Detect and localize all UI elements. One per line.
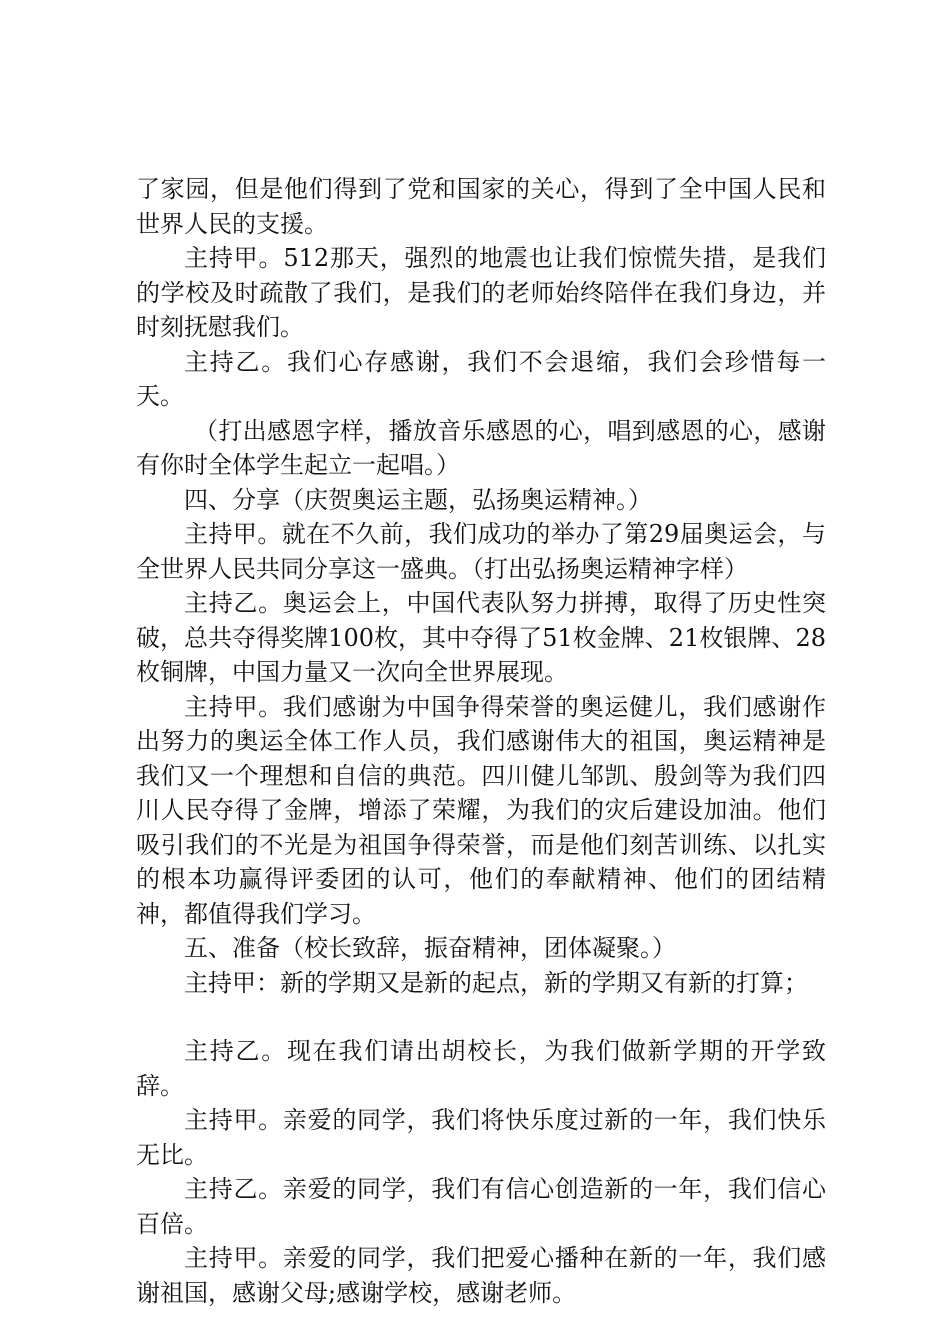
document-body <box>136 172 826 1310</box>
paragraph-stage-direction: （打出感恩字样，播放音乐感恩的心，唱到感恩的心，感谢有你时全体学生起立一起唱。） <box>136 416 826 479</box>
paragraph-host-a-new-term: 主持甲：新的学期又是新的起点，新的学期又有新的打算； <box>184 968 808 997</box>
paragraph-host-a-happy: 主持甲。亲爱的同学，我们将快乐度过新的一年，我们快乐无比。 <box>136 1106 826 1169</box>
paragraph-continuation: 了家园，但是他们得到了党和国家的关心，得到了全中国人民和世界人民的支援。 <box>136 175 826 238</box>
section-heading-prepare: 五、准备（校长致辞，振奋精神，团体凝聚。） <box>184 934 676 962</box>
paragraph-host-a-love: 主持甲。亲爱的同学，我们把爱心播种在新的一年，我们感谢祖国，感谢父母;感谢学校，感谢老师。 <box>136 1244 826 1307</box>
paragraph-host-a-olympics: 主持甲。就在不久前，我们成功的举办了第29届奥运会，与全世界人民共同分享这一盛典。（打出弘扬奥运精神字样） <box>136 520 826 583</box>
paragraph-host-b-gratitude: 主持乙。我们心存感谢，我们不会退缩，我们会珍惜每一天。 <box>136 347 826 410</box>
paragraph-host-b-medals: 主持乙。奥运会上，中国代表队努力拼搏，取得了历史性突破，总共夺得奖牌100枚，其中夺得了51枚金牌、21枚银牌、28枚铜牌，中国力量又一次向全世界展现。 <box>136 589 826 686</box>
paragraph-host-a-512: 主持甲。512那天，强烈的地震也让我们惊慌失措，是我们的学校及时疏散了我们，是我们的老师始终陪伴在我们身边，并时刻抚慰我们。 <box>136 244 826 341</box>
section-heading-share: 四、分享（庆贺奥运主题，弘扬奥运精神。） <box>184 485 652 514</box>
paragraph-host-b-principal: 主持乙。现在我们请出胡校长，为我们做新学期的开学致辞。 <box>136 1037 826 1100</box>
paragraph-host-a-thanks: 主持甲。我们感谢为中国争得荣誉的奥运健儿，我们感谢作出努力的奥运全体工作人员，我们感谢伟大的祖国，奥运精神是我们又一个理想和自信的典范。四川健儿邹凯、殷剑等为我们四川人民夺得了金牌，增添了荣耀，为我们的灾后建设加油。他们吸引我们的不光是为祖国争得荣誉，而是他们刻苦训练、以扎实的根本功赢得评委团的认可，他们的奉献精神、他们的团结精神，都值得我们学习。 <box>136 692 826 928</box>
paragraph-host-b-confident: 主持乙。亲爱的同学，我们有信心创造新的一年，我们信心百倍。 <box>136 1175 826 1238</box>
